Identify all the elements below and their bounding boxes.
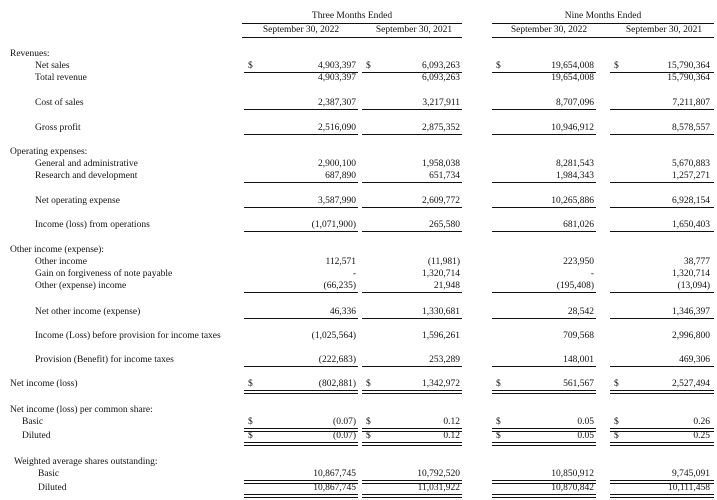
underline [610,109,714,110]
currency-symbol: $ [614,431,619,441]
double-underline [492,494,596,498]
currency-symbol: $ [614,417,619,427]
row-label-total-revenue: Total revenue [35,73,87,83]
underline [244,109,358,110]
cell-value: (0.07) [333,417,356,427]
cell-value: 46,336 [329,307,356,317]
col-header-1: September 30, 2022 [262,25,340,35]
double-underline [244,494,358,498]
row-label-other-income-expense: Other income (expense): [10,245,104,255]
cell-value: 1,596,261 [422,331,460,341]
cell-value: 15,790,364 [667,61,710,71]
cell-value: 19,654,008 [551,61,594,71]
cell-value: 3,587,990 [318,196,356,206]
row-label-basic-shares: Basic [38,469,60,479]
underline [362,318,462,319]
col-header-4: September 30, 2021 [625,25,703,35]
cell-value: 253,289 [429,355,460,365]
underline [244,318,358,319]
cell-value: 561,567 [563,379,594,389]
currency-symbol: $ [248,417,253,427]
currency-symbol: $ [496,379,501,389]
double-underline [244,390,358,394]
cell-value: - [590,269,594,279]
three-months-header: Three Months Ended [311,11,393,21]
cell-value: 148,001 [563,355,594,365]
cell-value: 9,745,091 [672,469,710,479]
underline [492,134,596,135]
currency-symbol: $ [248,61,253,71]
cell-value: (66,235) [323,281,356,291]
underline [492,231,596,232]
row-label-other-expense-income: Other (expense) income [35,281,127,291]
row-label-net-sales: Net sales [35,61,70,71]
currency-symbol: $ [496,431,501,441]
cell-value: 10,850,912 [551,469,594,479]
row-label-general-admin: General and administrative [35,159,138,169]
cell-value: 4,903,397 [318,61,356,71]
cell-value: 10,946,912 [551,123,594,133]
underline [492,292,596,293]
cell-value: (0.07) [333,431,356,441]
cell-value: 681,026 [563,220,594,230]
cell-value: 0.05 [577,431,594,441]
cell-value: 10,111,458 [667,483,710,493]
row-label-cost-of-sales: Cost of sales [35,98,84,108]
double-underline [244,442,358,446]
underline [362,182,462,183]
cell-value: 1,346,397 [672,307,710,317]
col-header-rule-left [242,37,462,38]
cell-value: 1,984,343 [556,171,594,181]
cell-value: (13,094) [677,281,710,291]
cell-value: 8,578,557 [672,123,710,133]
cell-value: 38,777 [683,257,710,267]
row-label-per-share: Net income (loss) per common share: [10,405,153,415]
cell-value: 2,900,100 [318,159,356,169]
row-label-weighted-shares: Weighted average shares outstanding: [14,457,158,467]
cell-value: 2,609,772 [422,196,460,206]
underline [492,109,596,110]
double-underline [610,390,714,394]
double-underline [362,390,462,394]
cell-value: 7,211,807 [672,98,710,108]
currency-symbol: $ [614,61,619,71]
cell-value: 1,958,038 [422,159,460,169]
cell-value: 10,265,886 [551,196,594,206]
double-underline [610,442,714,446]
cell-value: 19,654,008 [551,73,594,83]
underline [362,207,462,208]
cell-value: 0.12 [443,431,460,441]
cell-value: (195,408) [556,281,594,291]
cell-value: 1,257,271 [672,171,710,181]
underline [610,182,714,183]
cell-value: 28,542 [567,307,594,317]
cell-value: 10,867,745 [313,483,356,493]
cell-value: 11,031,922 [417,483,460,493]
double-underline [492,442,596,446]
row-label-basic-eps: Basic [22,417,44,427]
underline [610,134,714,135]
col-header-3: September 30, 2022 [510,25,588,35]
row-label-net-other-income: Net other income (expense) [35,307,141,317]
currency-symbol: $ [366,61,371,71]
cell-value: 2,527,494 [672,379,710,389]
cell-value: 10,867,745 [313,469,356,479]
row-label-diluted-eps: Diluted [22,431,51,441]
cell-value: 2,387,307 [318,98,356,108]
row-label-income-from-operations: Income (loss) from operations [35,220,150,230]
currency-symbol: $ [248,379,253,389]
underline [610,318,714,319]
cell-value: (1,025,564) [311,331,356,341]
col-header-rule-right [492,37,714,38]
cell-value: 1,320,714 [422,269,460,279]
underline [492,207,596,208]
underline [244,134,358,135]
row-label-net-income: Net income (loss) [10,379,78,389]
cell-value: 2,996,800 [672,331,710,341]
cell-value: 21,948 [433,281,460,291]
cell-value: (802,881) [318,379,356,389]
currency-symbol: $ [614,379,619,389]
cell-value: 709,568 [563,331,594,341]
cell-value: 1,330,681 [422,307,460,317]
cell-value: 0.26 [693,417,710,427]
cell-value: 651,734 [429,171,460,181]
cell-value: 1,320,714 [672,269,710,279]
cell-value: 2,516,090 [318,123,356,133]
underline [492,318,596,319]
cell-value: 15,790,364 [667,73,710,83]
double-underline [362,494,462,498]
nine-months-rule [492,23,714,24]
row-label-provision-taxes: Provision (Benefit) for income taxes [35,355,174,365]
underline [362,366,462,367]
cell-value: 10,870,842 [551,483,594,493]
cell-value: 6,928,154 [672,196,710,206]
underline [244,182,358,183]
cell-value: 1,650,403 [672,220,710,230]
underline [362,292,462,293]
currency-symbol: $ [366,379,371,389]
cell-value: 2,875,352 [422,123,460,133]
row-label-revenues: Revenues: [10,49,50,59]
underline [610,366,714,367]
cell-value: 0.12 [443,417,460,427]
cell-value: 0.25 [693,431,710,441]
cell-value: (1,071,900) [311,220,356,230]
cell-value: 6,093,263 [422,61,460,71]
cell-value: 6,093,263 [422,73,460,83]
currency-symbol: $ [496,61,501,71]
row-label-diluted-shares: Diluted [38,483,67,493]
double-underline [492,390,596,394]
underline [244,366,358,367]
cell-value: 5,670,883 [672,159,710,169]
underline [610,231,714,232]
row-label-operating-expenses: Operating expenses: [10,147,88,157]
row-label-gross-profit: Gross profit [35,123,81,133]
currency-symbol: $ [496,417,501,427]
underline [362,231,462,232]
double-underline [610,494,714,498]
row-label-net-operating-expense: Net operating expense [35,196,120,206]
cell-value: 0.05 [577,417,594,427]
row-label-gain-on-forgiveness: Gain on forgiveness of note payable [35,269,173,279]
cell-value: 112,571 [325,257,356,267]
underline [244,292,358,293]
cell-value: (11,981) [427,257,460,267]
underline [492,366,596,367]
col-header-2: September 30, 2021 [375,25,453,35]
underline [244,231,358,232]
three-months-rule [242,23,462,24]
cell-value: 223,950 [563,257,594,267]
row-label-other-income: Other income [35,257,87,267]
cell-value: (222,683) [318,355,356,365]
cell-value: 10,792,520 [417,469,460,479]
cell-value: 8,281,543 [556,159,594,169]
underline [492,182,596,183]
underline [362,109,462,110]
cell-value: 8,707,096 [556,98,594,108]
row-label-research-development: Research and development [35,171,138,181]
cell-value: - [352,269,356,279]
cell-value: 3,217,911 [422,98,460,108]
underline [610,292,714,293]
cell-value: 687,890 [325,171,356,181]
cell-value: 469,306 [679,355,710,365]
row-label-income-before-taxes: Income (Loss) before provision for income taxes [35,331,221,341]
currency-symbol: $ [366,431,371,441]
currency-symbol: $ [366,417,371,427]
nine-months-header: Nine Months Ended [564,11,642,21]
double-underline [362,442,462,446]
underline [362,134,462,135]
underline [610,207,714,208]
cell-value: 4,903,397 [318,73,356,83]
underline [244,207,358,208]
currency-symbol: $ [248,431,253,441]
cell-value: 265,580 [429,220,460,230]
cell-value: 1,342,972 [422,379,460,389]
